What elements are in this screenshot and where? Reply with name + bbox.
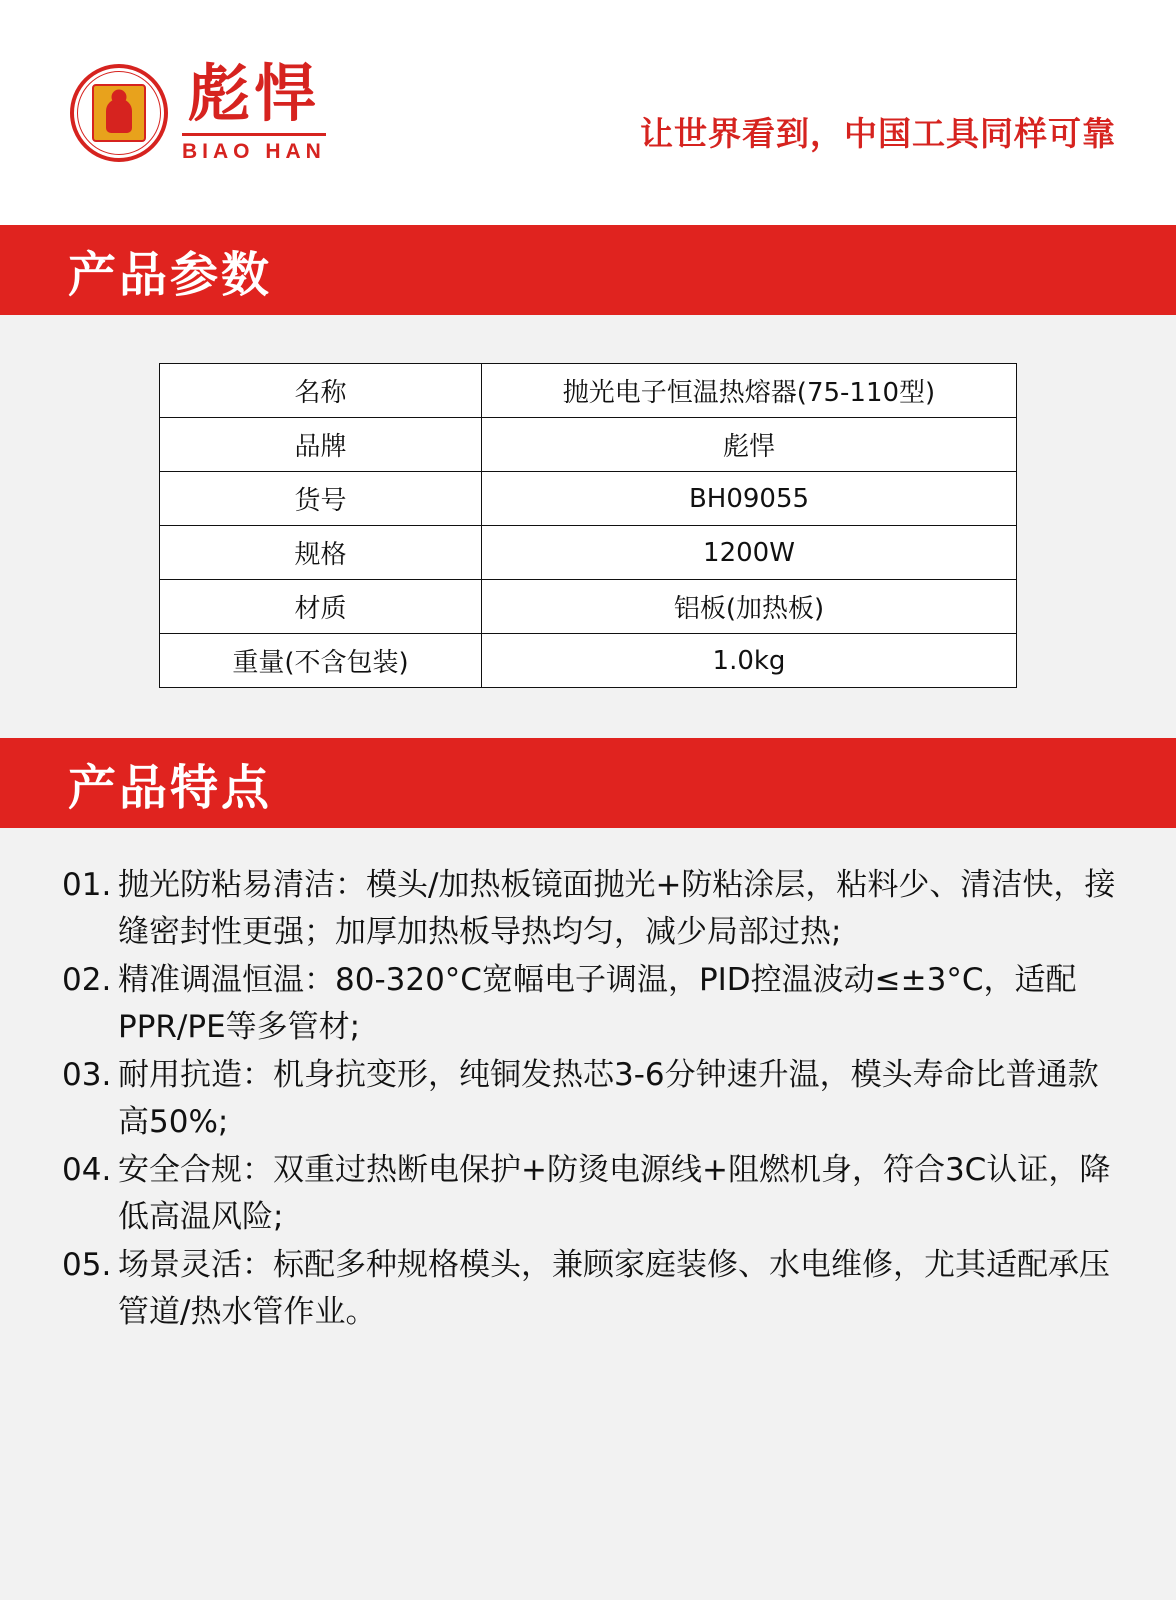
table-row xyxy=(160,634,1017,688)
table-row xyxy=(160,418,1017,472)
feature-number: 04. xyxy=(62,1152,112,1188)
spec-table-container xyxy=(0,315,1176,738)
spec-value: 彪悍 xyxy=(482,418,1017,472)
spec-label: 规格 xyxy=(160,526,482,580)
feature-text: 精准调温恒温：80-320°C宽幅电子调温，PID控温波动≤±3°C，适配PPR/PE等多管材; xyxy=(118,962,1077,1045)
feature-text: 耐用抗造：机身抗变形，纯铜发热芯3-6分钟速升温，模头寿命比普通款高50%; xyxy=(118,1057,1099,1140)
brand-name-en: BIAO HAN xyxy=(182,133,326,162)
spec-label: 品牌 xyxy=(160,418,482,472)
brand-seal-icon xyxy=(70,64,168,162)
header-slogan: 让世界看到，中国工具同样可靠 xyxy=(640,115,1116,152)
brand-name-cn: 彪悍 xyxy=(187,57,320,130)
feature-text: 抛光防粘易清洁：模头/加热板镜面抛光+防粘涂层，粘料少、清洁快，接缝密封性更强；加厚加热板导热均匀，减少局部过热; xyxy=(118,867,1116,950)
features-section-title: 产品特点 xyxy=(68,759,273,816)
spec-label: 名称 xyxy=(160,364,482,418)
features-section-banner xyxy=(0,738,1176,828)
spec-value: 1.0kg xyxy=(482,634,1017,688)
spec-section-banner xyxy=(0,225,1176,315)
features-list xyxy=(0,828,1176,1397)
spec-value: BH09055 xyxy=(482,472,1017,526)
list-item xyxy=(62,862,1116,955)
table-row xyxy=(160,526,1017,580)
list-item xyxy=(62,1147,1116,1240)
spec-section-title: 产品参数 xyxy=(68,246,273,303)
feature-number: 02. xyxy=(62,962,112,998)
feature-text: 安全合规：双重过热断电保护+防烫电源线+阻燃机身，符合3C认证，降低高温风险; xyxy=(118,1152,1111,1235)
list-item xyxy=(62,1052,1116,1145)
spec-table xyxy=(159,363,1017,688)
spec-value: 抛光电子恒温热熔器(75-110型) xyxy=(482,364,1017,418)
table-row xyxy=(160,580,1017,634)
feature-number: 01. xyxy=(62,867,112,903)
spec-value: 铝板(加热板) xyxy=(482,580,1017,634)
feature-text: 场景灵活：标配多种规格模头，兼顾家庭装修、水电维修，尤其适配承压管道/热水管作业。 xyxy=(118,1247,1110,1330)
page-header xyxy=(0,0,1176,225)
table-row xyxy=(160,472,1017,526)
table-row xyxy=(160,364,1017,418)
list-item xyxy=(62,957,1116,1050)
brand-wordmark xyxy=(182,57,326,163)
spec-label: 材质 xyxy=(160,580,482,634)
spec-label: 重量(不含包装) xyxy=(160,634,482,688)
spec-value: 1200W xyxy=(482,526,1017,580)
feature-number: 05. xyxy=(62,1247,112,1283)
brand-logo xyxy=(70,57,326,163)
list-item xyxy=(62,1242,1116,1335)
spec-label: 货号 xyxy=(160,472,482,526)
feature-number: 03. xyxy=(62,1057,112,1093)
